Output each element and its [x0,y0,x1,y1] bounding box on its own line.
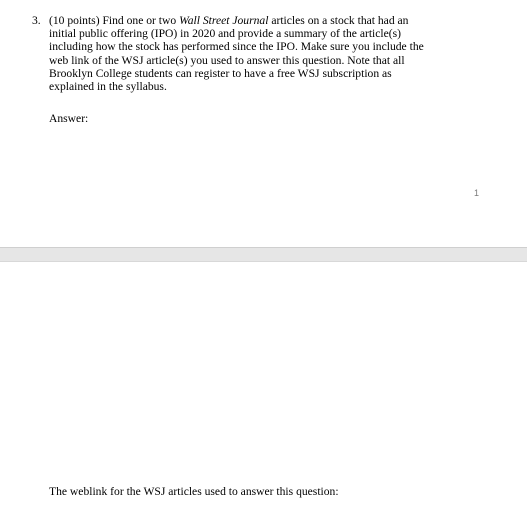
page-break [0,247,527,262]
page-number: 1 [474,188,480,198]
question-line-1-after: articles on a stock that had an [268,14,409,27]
question-text [49,14,444,93]
question-number: 3. [32,14,41,27]
weblink-label: The weblink for the WSJ articles used to answer this question: [49,485,339,498]
question-line-6: explained in the syllabus. [49,80,167,94]
question-line-3: including how the stock has performed since the IPO. Make sure you include the [49,40,424,54]
answer-label: Answer: [49,112,89,125]
question-line-1 [49,14,444,27]
question-line-1-before: (10 points) Find one or two [49,14,180,27]
question-line-4: web link of the WSJ article(s) you used to answer this question. Note that all [49,53,405,67]
question-line-5: Brooklyn College students can register to have a free WSJ subscription as [49,66,392,80]
document-page-1 [0,0,527,247]
question-line-2: initial public offering (IPO) in 2020 and provide a summary of the article(s) [49,27,402,41]
publication-title: Wall Street Journal [179,14,269,27]
